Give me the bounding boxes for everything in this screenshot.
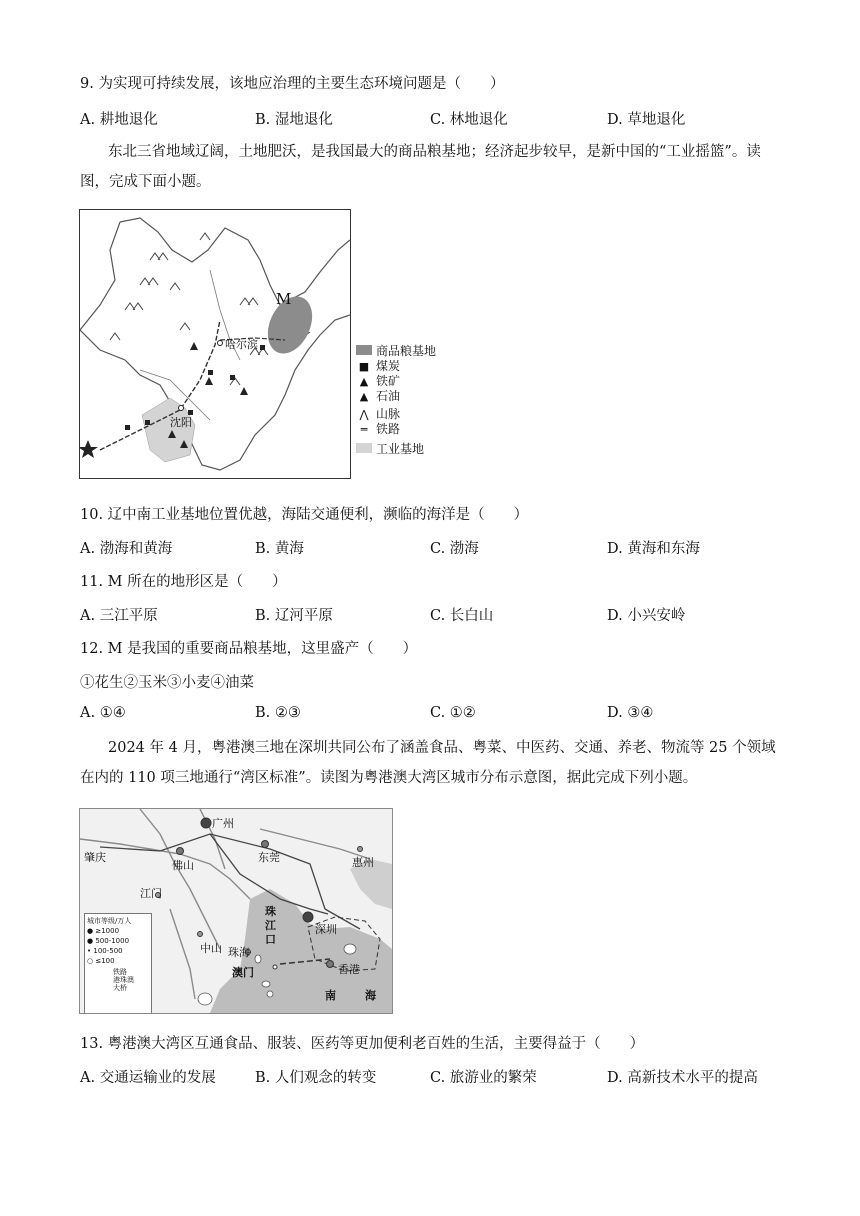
question-12-stem: 12. M 是我国的重要商品粮基地，这里盛产（ ） xyxy=(80,641,418,657)
q11-option-d[interactable]: D. 小兴安岭 xyxy=(607,608,686,624)
legend-item xyxy=(87,956,149,966)
city-marker xyxy=(273,965,277,969)
city-label-macau: 澳门 xyxy=(232,966,254,979)
northeast-china-map xyxy=(79,209,351,479)
legend-item xyxy=(356,389,436,404)
q13-option-b[interactable]: B. 人们观念的转变 xyxy=(255,1070,377,1086)
greater-bay-area-map xyxy=(79,808,393,1014)
water-label-hai: 海 xyxy=(365,989,376,1002)
question-11-stem: 11. M 所在的地形区是（ ） xyxy=(80,574,287,590)
legend-label: 500-1000 xyxy=(95,937,130,945)
map-label-shenyang: 沈阳 xyxy=(170,416,192,429)
industrial-base-swatch-icon xyxy=(356,442,372,457)
city-size-2-icon: ● xyxy=(87,937,94,945)
city-size-4-icon: ○ xyxy=(87,957,94,965)
city-label-dongguan: 东莞 xyxy=(258,851,280,864)
passage-greater-bay-area: 2024 年 4 月，粤港澳三地在深圳共同公布了涵盖食品、粤菜、中医药、交通、养老、物流等 25 个领域在内的 110 项三地通行“湾区标准”。读图为粤港澳大湾区城市分布示意图，据此完成下列小题。 xyxy=(80,740,776,786)
water-label-zhu: 珠 xyxy=(265,905,276,918)
legend-label: ≤100 xyxy=(95,957,115,965)
city-legend-box xyxy=(84,913,152,1014)
legend-item xyxy=(356,343,436,359)
legend-item xyxy=(356,374,436,389)
city-label-hongkong: 香港 xyxy=(338,963,360,976)
q9-option-c[interactable]: C. 林地退化 xyxy=(430,112,508,128)
legend-label: 铁路 xyxy=(113,968,127,976)
city-marker xyxy=(303,912,313,922)
q13-option-c[interactable]: C. 旅游业的繁荣 xyxy=(430,1070,537,1086)
city-label-zhongshan: 中山 xyxy=(200,942,222,955)
city-marker xyxy=(262,841,269,848)
water-label-kou: 口 xyxy=(265,933,276,946)
city-marker xyxy=(177,848,184,855)
passage-northeast: 东北三省地域辽阔，土地肥沃，是我国最大的商品粮基地；经济起步较早，是新中国的“工业摇篮”。读图，完成下面小题。 xyxy=(80,144,761,190)
city-marker xyxy=(198,932,203,937)
q9-option-d[interactable]: D. 草地退化 xyxy=(607,112,686,128)
water-label-nan: 南 xyxy=(325,989,336,1002)
city-label-huizhou: 惠州 xyxy=(352,856,374,869)
iron-triangle-icon: ▲ xyxy=(359,375,369,388)
grain-base-swatch-icon xyxy=(356,344,372,359)
legend-label: 商品粮基地 xyxy=(376,343,437,358)
legend-item xyxy=(356,359,436,374)
northeast-map-graphic xyxy=(80,210,350,478)
map-label-harbin: 哈尔滨 xyxy=(225,338,258,351)
legend-label: ≥1000 xyxy=(95,927,120,935)
legend-item xyxy=(87,936,149,946)
legend-label: 石油 xyxy=(376,389,401,403)
oil-triangle-icon: ▲ xyxy=(359,390,369,403)
city-size-1-icon: ● xyxy=(87,927,94,935)
q12-option-d[interactable]: D. ③④ xyxy=(607,705,654,721)
question-12-choices: ①花生②玉米③小麦④油菜 xyxy=(80,675,254,691)
question-10-stem: 10. 辽中南工业基地位置优越，海陆交通便利，濒临的海洋是（ ） xyxy=(80,507,529,523)
map-legend xyxy=(356,343,436,457)
industrial-base-area xyxy=(142,398,195,462)
legend-label: 工业基地 xyxy=(376,442,425,456)
railway-symbol-icon: ═ xyxy=(360,423,368,436)
q11-option-c[interactable]: C. 长白山 xyxy=(430,608,494,624)
q13-option-a[interactable]: A. 交通运输业的发展 xyxy=(80,1070,216,1086)
legend-label: 港珠澳 xyxy=(113,976,134,984)
q9-option-a[interactable]: A. 耕地退化 xyxy=(80,112,158,128)
legend-label: 铁路 xyxy=(376,422,401,436)
q13-option-d[interactable]: D. 高新技术水平的提高 xyxy=(607,1070,758,1086)
legend-title: 城市等级/万人 xyxy=(87,917,132,925)
q12-option-b[interactable]: B. ②③ xyxy=(255,705,301,721)
legend-label: 大桥 xyxy=(113,984,127,992)
q10-option-b[interactable]: B. 黄海 xyxy=(255,541,304,557)
q11-option-b[interactable]: B. 辽河平原 xyxy=(255,608,333,624)
q12-option-c[interactable]: C. ①② xyxy=(430,705,476,721)
city-label-shenzhen: 深圳 xyxy=(315,923,337,936)
q10-option-d[interactable]: D. 黄海和东海 xyxy=(607,541,700,557)
coal-square-icon: ■ xyxy=(358,360,370,373)
legend-label: 铁矿 xyxy=(376,374,401,388)
legend-item xyxy=(356,422,436,437)
city-label-foshan: 佛山 xyxy=(172,859,194,872)
water-label-jiang: 江 xyxy=(265,919,276,932)
mountain-symbol-icon: ⋀ xyxy=(359,408,369,421)
legend-label: 煤炭 xyxy=(376,359,401,373)
q11-option-a[interactable]: A. 三江平原 xyxy=(80,608,158,624)
city-label-guangzhou: 广州 xyxy=(212,817,234,830)
legend-item xyxy=(87,946,149,956)
question-13-stem: 13. 粤港澳大湾区互通食品、服装、医药等更加便利老百姓的生活，主要得益于（ ） xyxy=(80,1036,645,1052)
city-label-zhaoqing: 肇庆 xyxy=(84,851,106,864)
city-label-zhuhai: 珠海 xyxy=(228,946,250,959)
map-label-m: M xyxy=(276,290,292,308)
legend-item xyxy=(356,442,436,457)
q9-option-b[interactable]: B. 湿地退化 xyxy=(255,112,333,128)
legend-label: 山脉 xyxy=(376,407,401,421)
q10-option-c[interactable]: C. 渤海 xyxy=(430,541,479,557)
city-label-jiangmen: 江门 xyxy=(140,887,162,900)
city-marker xyxy=(358,847,363,852)
legend-lines xyxy=(87,968,149,992)
city-size-3-icon: • xyxy=(87,947,92,955)
q10-option-a[interactable]: A. 渤海和黄海 xyxy=(80,541,173,557)
q12-option-a[interactable]: A. ①④ xyxy=(80,705,126,721)
city-marker xyxy=(327,961,334,968)
question-9-stem: 9. 为实现可持续发展，该地应治理的主要生态环境问题是（ ） xyxy=(80,76,505,92)
legend-item xyxy=(87,926,149,936)
city-marker xyxy=(201,818,211,828)
legend-label: 100-500 xyxy=(93,947,123,955)
legend-item xyxy=(356,407,436,422)
